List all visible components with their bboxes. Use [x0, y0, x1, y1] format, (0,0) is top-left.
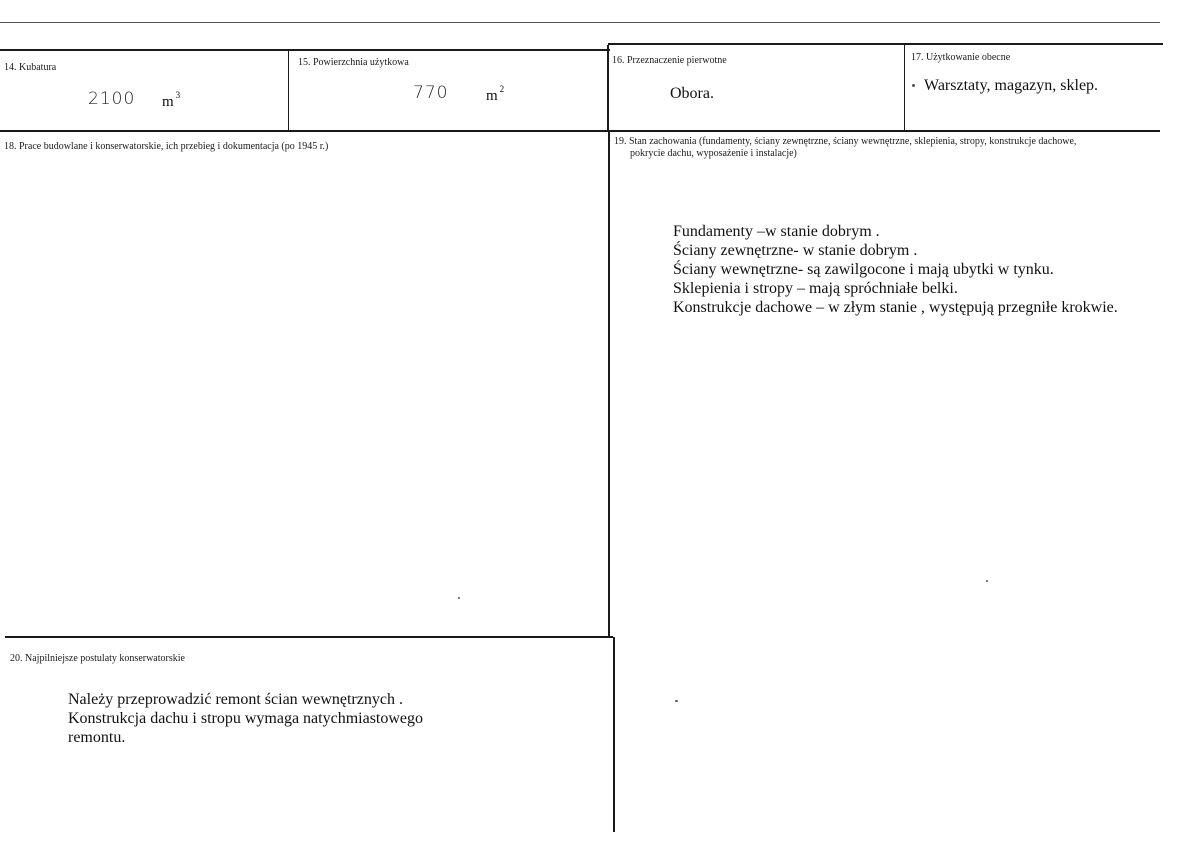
- condition-line: Konstrukcje dachowe – w złym stanie , występują przegniłe krokwie.: [673, 299, 1118, 316]
- condition-line: Fundamenty –w stanie dobrym .: [673, 223, 880, 240]
- powierzchnia-value: 770: [413, 83, 449, 103]
- section18-label: 18. Prace budowlane i konserwatorskie, ich przebieg i dokumentacja (po 1945 r.): [4, 141, 329, 152]
- divider-20-19: [613, 637, 615, 832]
- divider-14-15: [288, 49, 289, 131]
- section20-label: 20. Najpilniejsze postulaty konserwatorskie: [10, 653, 185, 664]
- condition-line: Sklepienia i stropy – mają spróchniałe belki.: [673, 280, 958, 297]
- przeznaczenie-value: Obora.: [670, 85, 714, 102]
- kubatura-value: 2100: [88, 89, 136, 109]
- row1-top-border: [0, 49, 610, 51]
- powierzchnia-label: 15. Powierzchnia użytkowa: [298, 57, 409, 68]
- scan-speck: [458, 597, 460, 599]
- divider-15-16: [607, 45, 609, 131]
- row1-bottom-border: [0, 130, 1160, 132]
- section19-label-line1: 19. Stan zachowania (fundamenty, ściany zewnętrzne, ściany wewnętrzne, sklepienia, stropy, konstrukcje dachowe,: [614, 136, 1077, 147]
- section20-text: [68, 690, 423, 747]
- powierzchnia-unit: m $^2$: [486, 84, 505, 104]
- scan-speck: [675, 700, 678, 702]
- section20-top-border: [5, 636, 613, 638]
- top-rule: [0, 22, 1160, 23]
- uzytkowanie-value: Warsztaty, magazyn, sklep.: [924, 77, 1099, 94]
- divider-18-19: [608, 130, 610, 637]
- section19-text: [673, 222, 1118, 317]
- kubatura-unit: m $^3$: [162, 90, 181, 110]
- postulate-line: Należy przeprowadzić remont ścian wewnętrznych .: [68, 691, 403, 708]
- row1-top-border-right: [608, 43, 1163, 45]
- przeznaczenie-label: 16. Przeznaczenie pierwotne: [612, 55, 727, 66]
- kubatura-label: 14. Kubatura: [4, 62, 57, 73]
- postulate-line: Konstrukcja dachu i stropu wymaga natychmiastowego: [68, 710, 424, 727]
- condition-line: Ściany wewnętrzne- są zawilgocone i mają ubytki w tynku.: [673, 261, 1054, 278]
- section19-label-line2: pokrycie dachu, wyposażenie i instalacje): [630, 148, 797, 159]
- postulate-line: remontu.: [68, 729, 126, 746]
- divider-16-17: [904, 45, 905, 131]
- scan-speck: [986, 580, 988, 582]
- condition-line: Ściany zewnętrzne- w stanie dobrym .: [673, 242, 918, 259]
- scan-speck: [912, 84, 915, 87]
- uzytkowanie-label: 17. Użytkowanie obecne: [911, 52, 1011, 63]
